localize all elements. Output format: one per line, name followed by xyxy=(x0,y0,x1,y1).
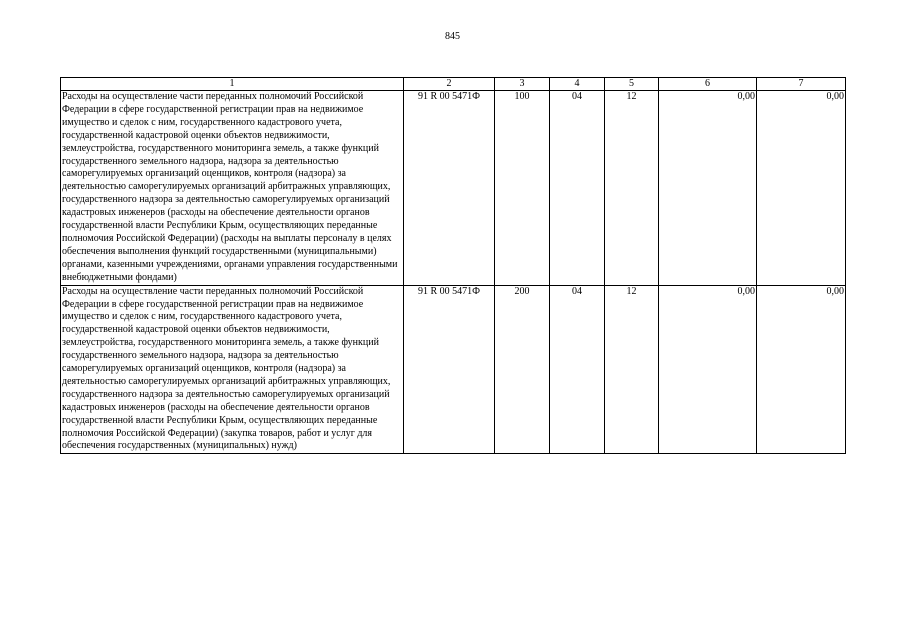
row-section: 04 xyxy=(550,91,605,286)
row-amount-col7: 0,00 xyxy=(757,285,846,454)
header-col-3: 3 xyxy=(495,78,550,91)
row-target-code: 91 R 00 5471Ф xyxy=(404,91,495,286)
header-col-7: 7 xyxy=(757,78,846,91)
header-col-4: 4 xyxy=(550,78,605,91)
row-amount-col7: 0,00 xyxy=(757,91,846,286)
header-col-6: 6 xyxy=(659,78,757,91)
budget-table xyxy=(60,77,846,454)
row-target-code: 91 R 00 5471Ф xyxy=(404,285,495,454)
header-row xyxy=(61,78,846,91)
row-subsection: 12 xyxy=(605,285,659,454)
row-subsection: 12 xyxy=(605,91,659,286)
table-row xyxy=(61,91,846,286)
header-col-5: 5 xyxy=(605,78,659,91)
row-section: 04 xyxy=(550,285,605,454)
row-description: Расходы на осуществление части переданных полномочий Российской Федерации в сфере государственной регистрации прав на недвижимое имущество и сделок с ним, государственного кадастрового учета, государственной кадастровой оценки объектов недвижимости, землеустройства, государственного мониторинга земель, а также функций государственного земельного надзора, надзора за деятельностью саморегулируемых организаций оценщиков, контроля (надзора) за деятельностью саморегулируемых организаций арбитражных управляющих, государственного надзора за деятельностью саморегулируемых организаций кадастровых инженеров (расходы на обеспечение деятельности органов государственной власти Республики Крым, осуществляющих переданные полномочия Российской Федерации) (закупка товаров, работ и услуг для обеспечения государственных (муниципальных) нужд) xyxy=(61,285,404,454)
row-amount-col6: 0,00 xyxy=(659,91,757,286)
row-description: Расходы на осуществление части переданных полномочий Российской Федерации в сфере государственной регистрации прав на недвижимое имущество и сделок с ним, государственного кадастрового учета, государственной кадастровой оценки объектов недвижимости, землеустройства, государственного мониторинга земель, а также функций государственного земельного надзора, надзора за деятельностью саморегулируемых организаций оценщиков, контроля (надзора) за деятельностью саморегулируемых организаций арбитражных управляющих, государственного надзора за деятельностью саморегулируемых организаций кадастровых инженеров (расходы на обеспечение деятельности органов государственной власти Республики Крым, осуществляющих переданные полномочия Российской Федерации) (расходы на выплаты персоналу в целях обеспечения выполнения функций государственными (муниципальными) органами, казенными учреждениями, органами управления государственными внебюджетными фондами) xyxy=(61,91,404,286)
header-col-2: 2 xyxy=(404,78,495,91)
header-col-1: 1 xyxy=(61,78,404,91)
row-amount-col6: 0,00 xyxy=(659,285,757,454)
page-number: 845 xyxy=(445,31,460,42)
row-expense-type: 100 xyxy=(495,91,550,286)
row-expense-type: 200 xyxy=(495,285,550,454)
table-row xyxy=(61,285,846,454)
